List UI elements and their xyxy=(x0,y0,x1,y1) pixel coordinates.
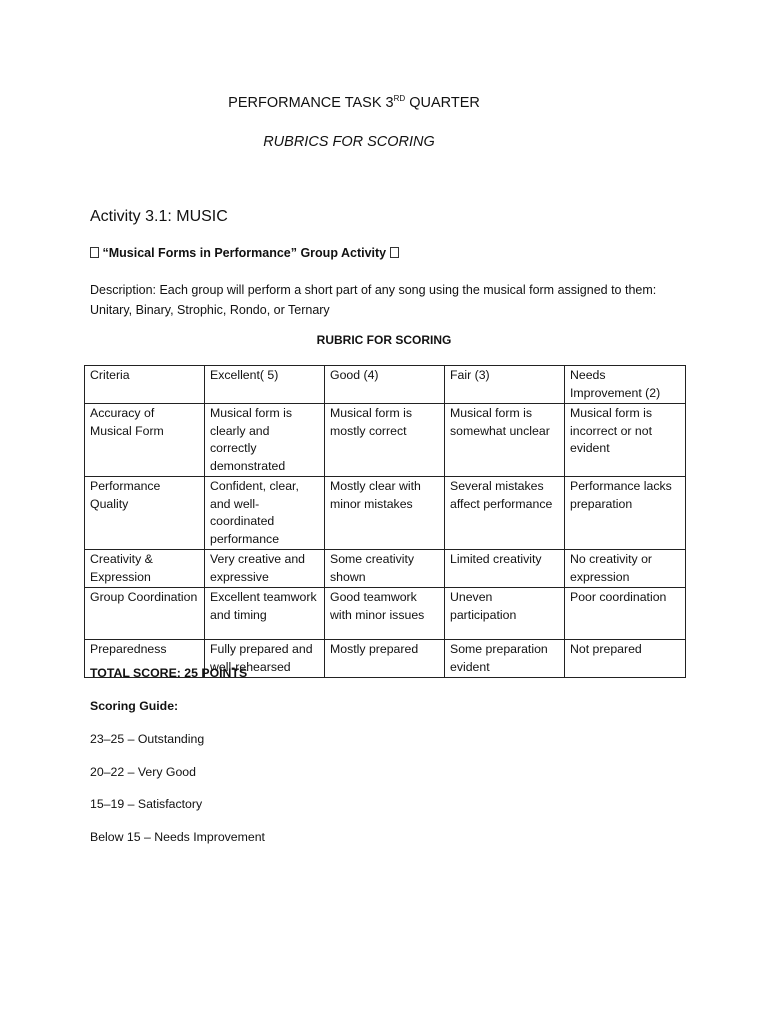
activity-heading: Activity 3.1: MUSIC xyxy=(90,208,228,225)
table-header-row xyxy=(85,366,686,404)
column-header: Fair (3) xyxy=(445,366,565,404)
table-cell: Confident, clear, and well-coordinated performance xyxy=(205,477,325,550)
table-cell: Limited creativity xyxy=(445,550,565,588)
table-cell: Musical form is clearly and correctly demonstrated xyxy=(205,404,325,477)
title-main: PERFORMANCE TASK 3 xyxy=(228,95,394,111)
table-cell: Excellent teamwork and timing xyxy=(205,588,325,640)
total-score: TOTAL SCORE: 25 POINTS xyxy=(90,666,248,680)
column-header: Criteria xyxy=(85,366,205,404)
group-activity-line xyxy=(90,246,399,260)
scoring-guide-item: 15–19 – Satisfactory xyxy=(90,797,203,811)
table-cell: Some creativity shown xyxy=(325,550,445,588)
table-cell: Poor coordination xyxy=(565,588,686,640)
rubric-heading: RUBRIC FOR SCORING xyxy=(316,333,452,347)
scoring-guide-item: Below 15 – Needs Improvement xyxy=(90,830,265,844)
table-cell: Mostly clear with minor mistakes xyxy=(325,477,445,550)
scoring-guide-item: 23–25 – Outstanding xyxy=(90,732,205,746)
rubric-table xyxy=(84,365,686,678)
table-row xyxy=(85,404,686,477)
table-cell: Group Coordination xyxy=(85,588,205,640)
table-cell: Very creative and expressive xyxy=(205,550,325,588)
table-cell: Not prepared xyxy=(565,640,686,678)
column-header: Good (4) xyxy=(325,366,445,404)
table-cell: Musical form is incorrect or not evident xyxy=(565,404,686,477)
table-row xyxy=(85,550,686,588)
table-cell: Several mistakes affect performance xyxy=(445,477,565,550)
column-header: Excellent( 5) xyxy=(205,366,325,404)
scoring-guide-title: Scoring Guide: xyxy=(90,699,179,713)
table-cell: Uneven participation xyxy=(445,588,565,640)
table-row xyxy=(85,477,686,550)
document-title xyxy=(0,94,708,111)
table-cell: Preparedness xyxy=(85,640,205,678)
table-cell: No creativity or expression xyxy=(565,550,686,588)
table-cell: Creativity & Expression xyxy=(85,550,205,588)
table-cell: Some preparation evident xyxy=(445,640,565,678)
table-cell: Good teamwork with minor issues xyxy=(325,588,445,640)
table-cell: Accuracy of Musical Form xyxy=(85,404,205,477)
document-subtitle: RUBRICS FOR SCORING xyxy=(263,134,435,150)
scoring-guide-item: 20–22 – Very Good xyxy=(90,765,196,779)
group-activity-title: “Musical Forms in Performance” Group Activity xyxy=(102,246,387,260)
table-cell: Musical form is somewhat unclear xyxy=(445,404,565,477)
missing-glyph-icon xyxy=(90,247,99,258)
table-row xyxy=(85,588,686,640)
table-cell: Performance Quality xyxy=(85,477,205,550)
missing-glyph-icon xyxy=(390,247,399,258)
table-cell: Fully prepared and well-rehearsed xyxy=(205,640,325,678)
title-superscript: RD xyxy=(393,94,406,103)
column-header: Needs Improvement (2) xyxy=(565,366,686,404)
table-cell: Mostly prepared xyxy=(325,640,445,678)
title-end: QUARTER xyxy=(405,95,480,111)
table-cell: Musical form is mostly correct xyxy=(325,404,445,477)
table-cell: Performance lacks preparation xyxy=(565,477,686,550)
activity-description: Description: Each group will perform a short part of any song using the musical form assigned to them: Unitary, Binary, Strophic, Rondo, or Ternary xyxy=(90,283,657,317)
